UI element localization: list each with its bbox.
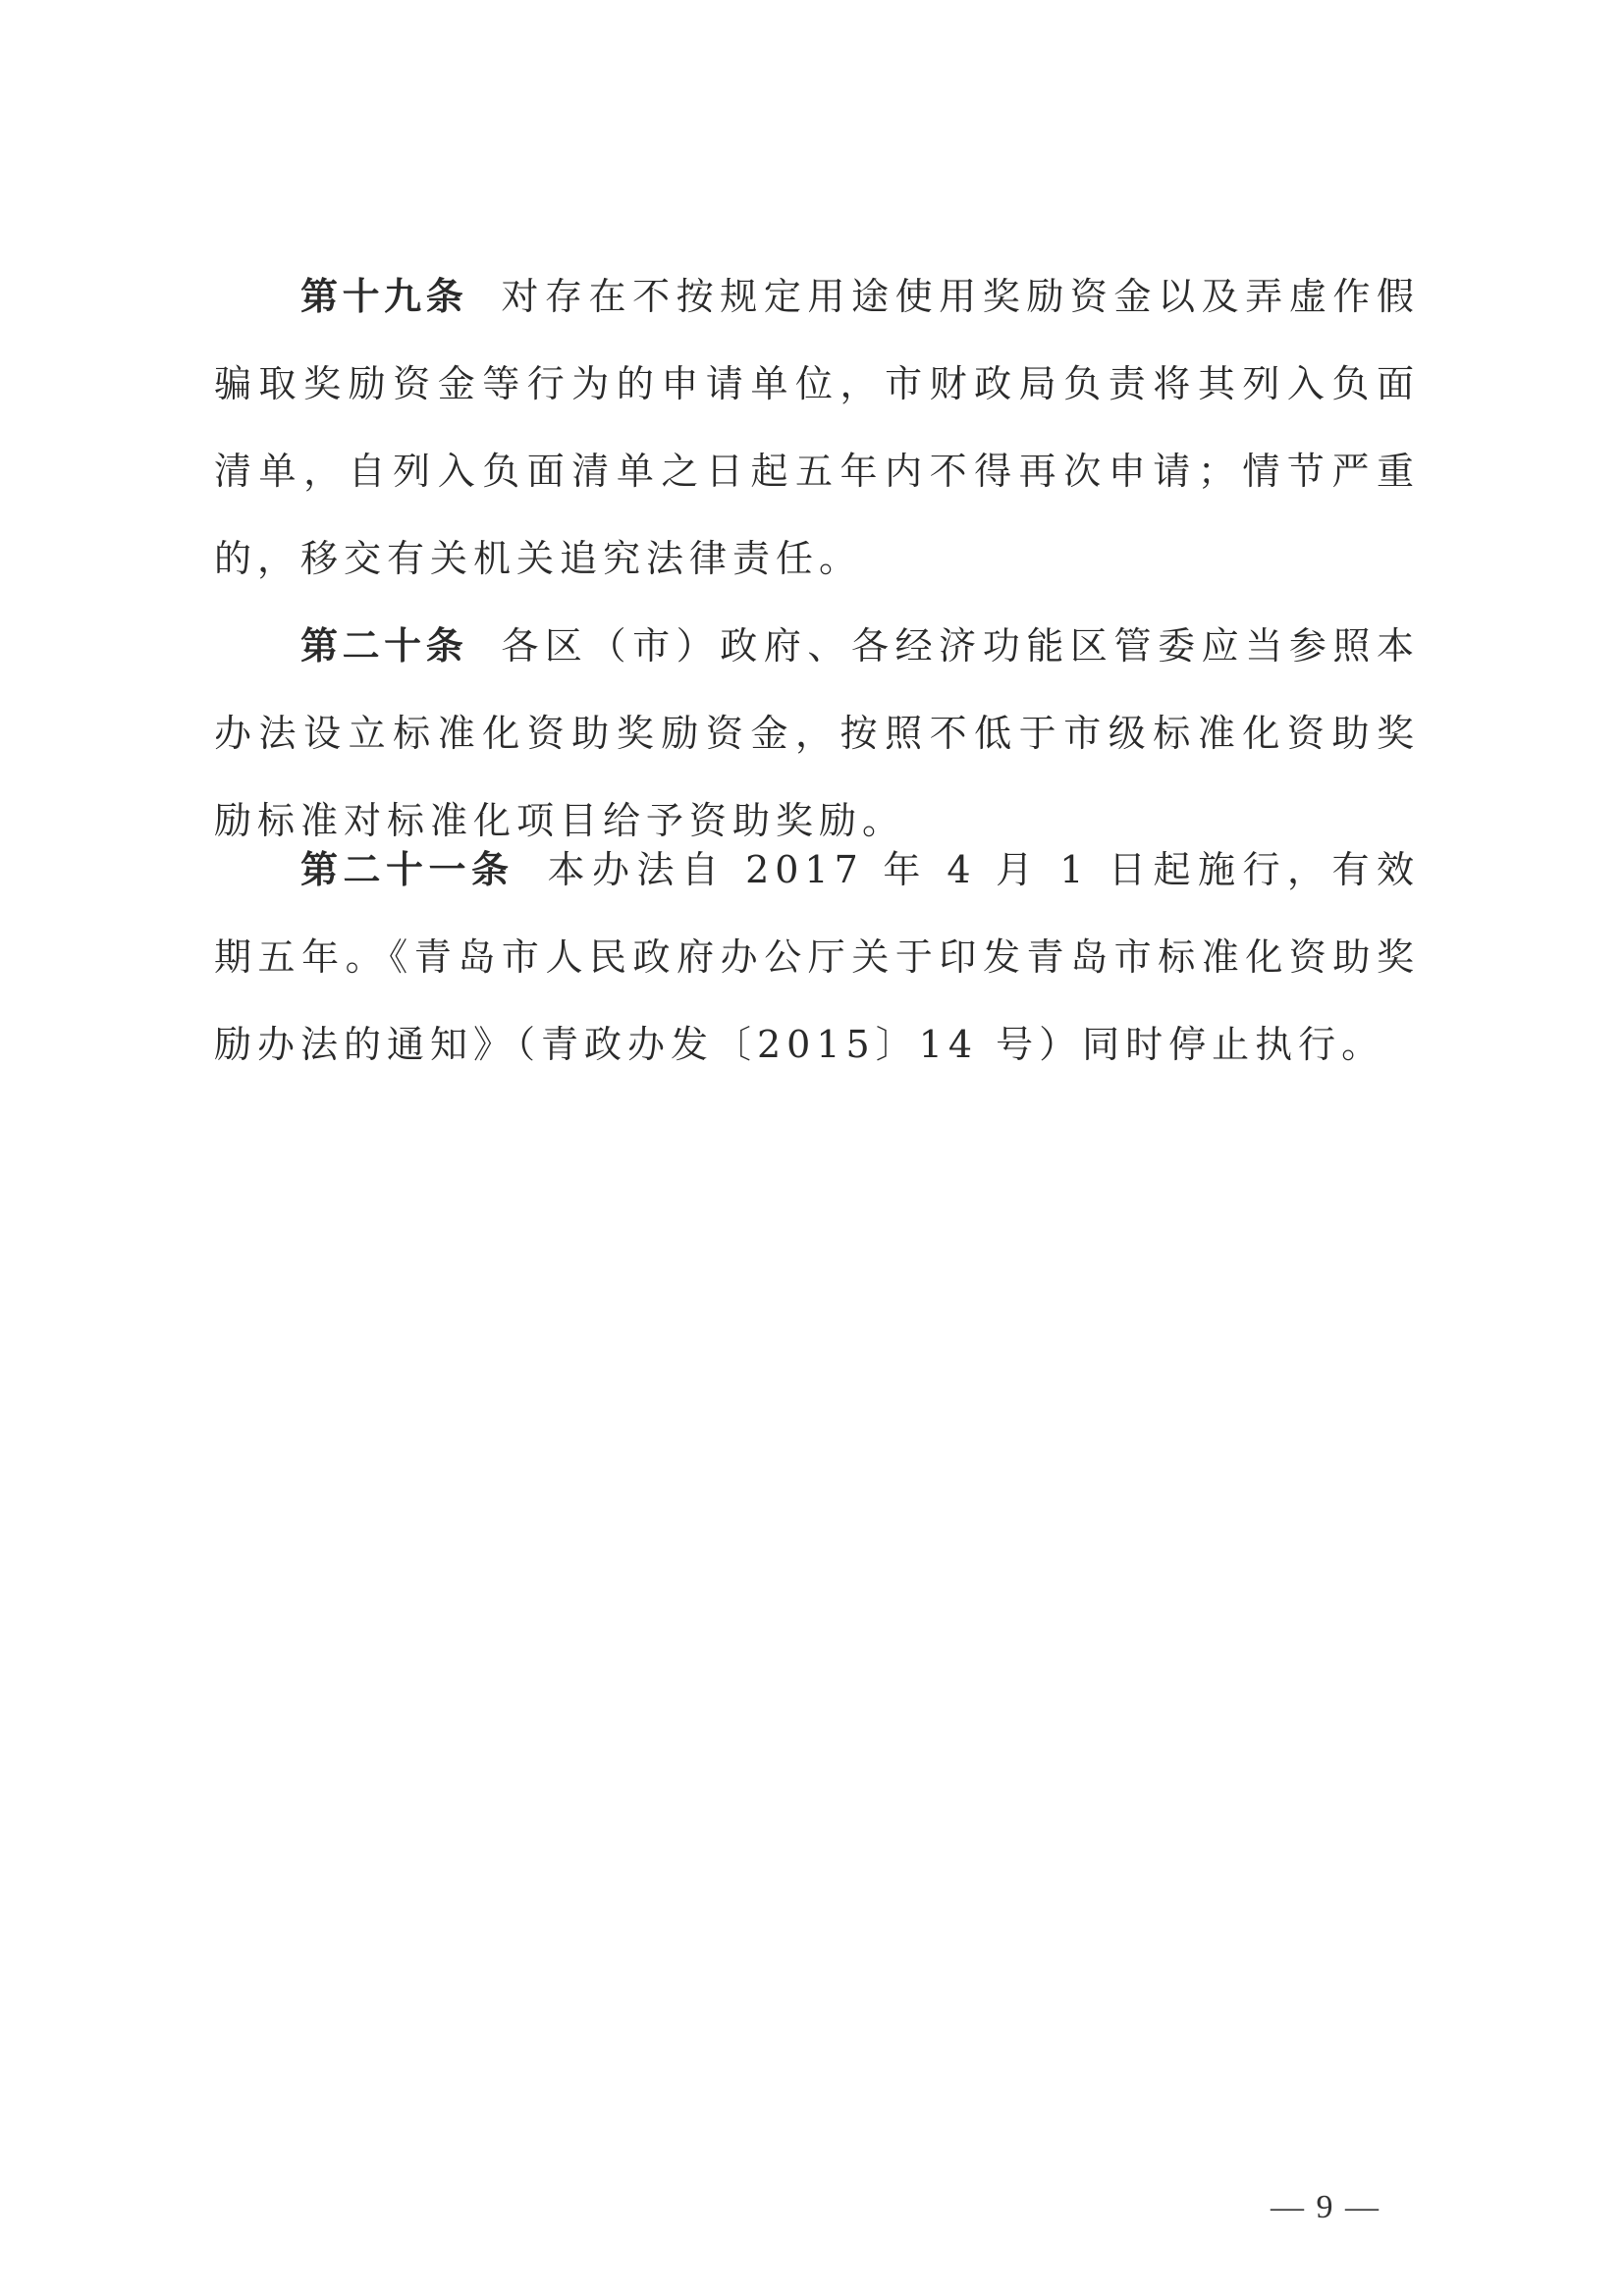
article-19-heading: 第十九条 bbox=[300, 275, 468, 318]
article-21-heading: 第二十一条 bbox=[300, 848, 514, 891]
article-20 bbox=[214, 603, 1420, 865]
article-20-heading: 第二十条 bbox=[300, 624, 468, 667]
article-20-body: 各区（市）政府、各经济功能区管委应当参照本办法设立标准化资助奖励资金，按照不低于市级标准化资助奖励标准对标准化项目给予资助奖励。 bbox=[214, 624, 1420, 842]
article-21 bbox=[214, 827, 1420, 1089]
article-19 bbox=[214, 253, 1420, 603]
article-19-body: 对存在不按规定用途使用奖励资金以及弄虚作假骗取奖励资金等行为的申请单位，市财政局负责将其列入负面清单，自列入负面清单之日起五年内不得再次申请；情节严重的，移交有关机关追究法律责任。 bbox=[214, 275, 1420, 580]
page-number: — 9 — bbox=[1271, 2189, 1380, 2225]
article-21-body: 本办法自 2017 年 4 月 1 日起施行，有效期五年。《青岛市人民政府办公厅关于印发青岛市标准化资助奖励办法的通知》（青政办发〔2015〕14 号）同时停止执行。 bbox=[214, 848, 1420, 1066]
